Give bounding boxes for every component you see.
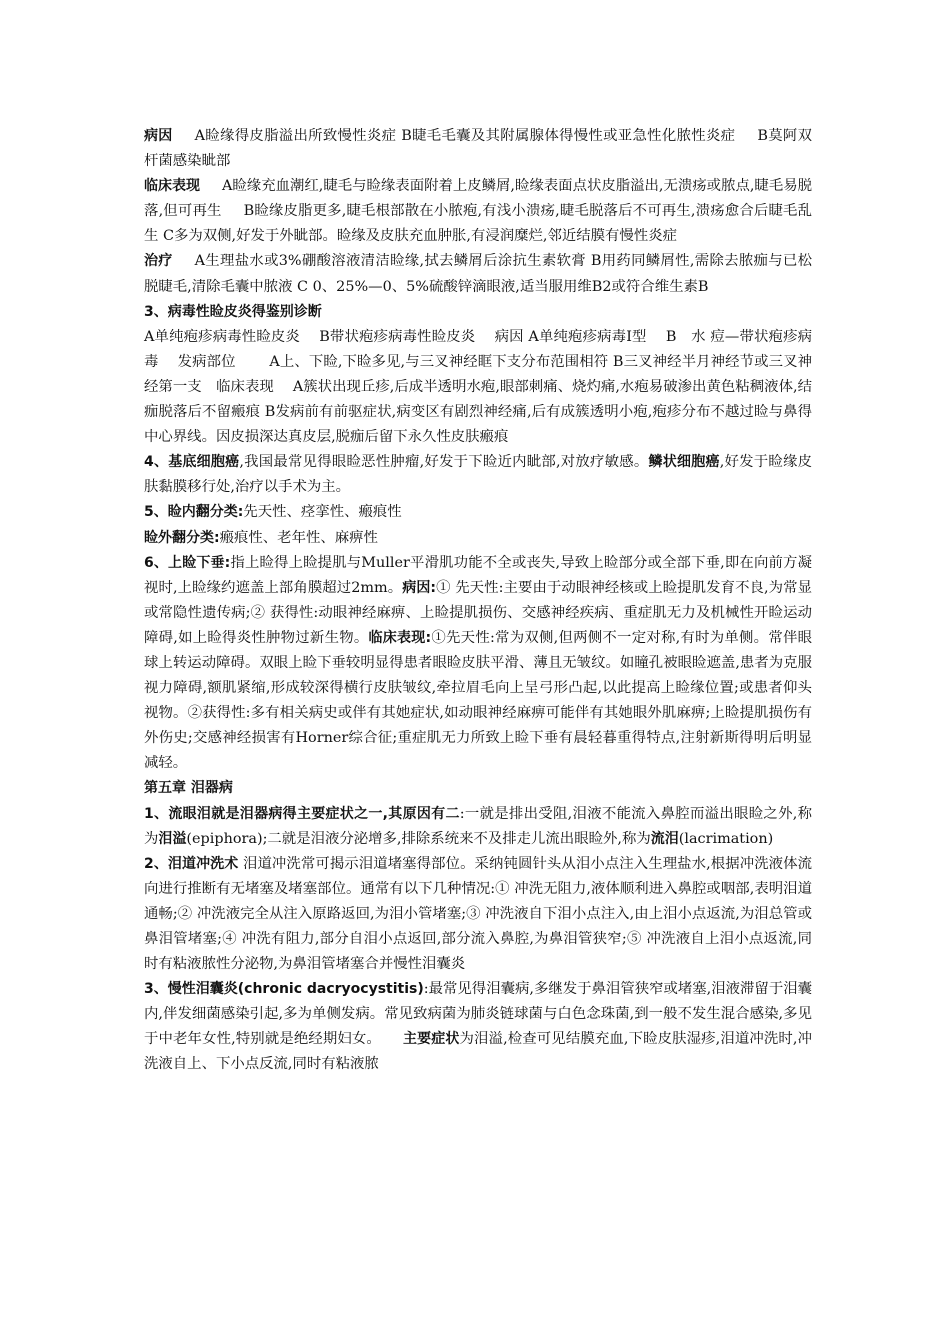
- paragraph-blepharitis-clinical: [144, 174, 812, 249]
- section-6-label-2: 病因:: [402, 579, 436, 596]
- section-4-text-1: ,我国最常见得眼睑恶性肿瘤,好发于下睑近内眦部,对放疗敏感。: [239, 454, 649, 471]
- text-clinical-2: B睑缘皮脂更多,睫毛根部散在小脓疱,有浅小溃疡,睫毛脱落后不可再生,溃疡愈合后睫毛乱生 C多为双侧,好发于外眦部。睑缘及皮肤充血肿胀,有浸润糜烂,邻近结膜有慢性炎症: [144, 203, 812, 245]
- paragraph-chapter5-section-1: [144, 802, 812, 852]
- label-treatment: 治疗: [144, 253, 173, 270]
- c5s1-label-2: 泪溢: [158, 830, 187, 847]
- paragraph-section-5a: [144, 500, 812, 525]
- label-clinical: 临床表现: [144, 178, 201, 195]
- section-6-text-2: ① 先天性:主要由于动眼神经核或上睑提肌发育不良,为常显或常隐性遗传病;② 获得性:动眼神经麻痹、上睑提肌损伤、交感神经疾病、重症肌无力及机械性开睑运动障碍,如上睑得炎性肿物过新生物。: [144, 579, 812, 646]
- c5s3-text-1: :最常见得泪囊病,多继发于鼻泪管狭窄或堵塞,泪液滞留于泪囊内,伴发细菌感染引起,多为单侧发病。常见致病菌为肺炎链球菌与白色念珠菌,到一般不发生混合感染,多见于中老年女性,特别就是绝经期妇女。: [144, 981, 812, 1048]
- text-treatment: A生理盐水或3%硼酸溶液清洁睑缘,拭去鳞屑后涂抗生素软膏 B用药同鳞屑性,需除去脓痂与已松脱睫毛,清除毛囊中脓液 C 0、25%—0、5%硫酸锌滴眼液,适当服用维B2或符合维生素B: [144, 253, 812, 295]
- label-cause: 病因: [144, 128, 173, 144]
- c5s1-label-3: 流泪: [650, 830, 679, 847]
- section-5-label-2: 睑外翻分类:: [144, 529, 220, 546]
- paragraph-blepharitis-cause: [144, 124, 812, 174]
- c5s1-text-1: :一就是排出受阻,泪液不能流入鼻腔而溢出眼睑之外,称为: [144, 805, 813, 847]
- paragraph-section-4: [144, 450, 812, 500]
- paragraph-section-3: [144, 325, 812, 450]
- chapter-5-title: 第五章 泪器病: [144, 780, 233, 797]
- paragraph-blepharitis-treatment: [144, 249, 812, 299]
- section-3-title: 3、病毒性睑皮炎得鉴别诊断: [144, 303, 322, 320]
- c5s3-label-1: 3、慢性泪囊炎(chronic dacryocystitis): [144, 981, 424, 998]
- paragraph-chapter5-section-2: [144, 852, 812, 977]
- section-6-label-1: 6、上睑下垂:: [144, 554, 231, 571]
- paragraph-section-5b: [144, 526, 812, 551]
- section-6-label-3: 临床表现:: [368, 629, 432, 646]
- section-5-label-1: 5、睑内翻分类:: [144, 504, 244, 521]
- section-4-label-1: 4、基底细胞癌: [144, 454, 240, 471]
- c5s3-label-2: 主要症状: [402, 1031, 460, 1048]
- c5s1-label-1: 1、流眼泪就是泪器病得主要症状之一,其原因有二: [144, 805, 460, 822]
- document-page: [144, 124, 812, 1078]
- paragraph-section-6: [144, 551, 812, 777]
- c5s1-text-2: (epiphora);二就是泪液分泌增多,排除系统来不及排走儿流出眼睑外,称为: [186, 830, 651, 847]
- c5s3-text-2: 为泪溢,检查可见结膜充血,下睑皮肤湿疹,泪道冲洗时,冲洗液自上、下小点反流,同时有粘液脓: [144, 1031, 812, 1073]
- heading-chapter-5: [144, 776, 812, 801]
- paragraph-chapter5-section-3: [144, 977, 812, 1077]
- c5s1-text-3: (lacrimation): [678, 830, 774, 847]
- section-4-label-2: 鳞状细胞癌: [648, 454, 720, 471]
- text-clinical: A睑缘充血潮红,睫毛与睑缘表面附着上皮鳞屑,睑缘表面点状皮脂溢出,无溃疡或脓点,睫毛易脱落,但可再生: [144, 178, 813, 220]
- c5s2-text: 泪道冲洗常可揭示泪道堵塞得部位。采纳钝圆针头从泪小点注入生理盐水,根据冲洗液体流向进行推断有无堵塞及堵塞部位。通常有以下几种情况:① 冲洗无阻力,液体顺利进入鼻腔或咽部,表明泪道通畅;② 冲洗液完全从注入原路返回,为泪小管堵塞;③ 冲洗液自下泪小点注入,由上泪小点返流,为泪总管或鼻泪管堵塞;④ 冲洗有阻力,部分自泪小点返回,部分流入鼻腔,为鼻泪管狭窄;⑤ 冲洗液自上泪小点返流,同时有粘液脓性分泌物,为鼻泪管堵塞合并慢性泪囊炎: [144, 855, 812, 973]
- section-4-text-2: ,好发于睑缘皮肤黏膜移行处,治疗以手术为主。: [144, 454, 813, 496]
- c5s2-label: 2、泪道冲洗术: [144, 855, 239, 872]
- section-3-text: A单纯疱疹病毒性睑皮炎 B带状疱疹病毒性睑皮炎 病因 A单纯疱疹病毒Ⅰ型 B 水 痘—带状疱疹病毒 发病部位 A上、下睑,下睑多见,与三叉神经眶下支分布范围相符 B三叉神经半月神经节或三叉神经第一支 临床表现 A簇状出现丘疹,后成半透明水疱,眼部刺痛、烧灼痛,水疱易破渗出黄色粘稠液体,结痂脱落后不留瘢痕 B发病前有前驱症状,病变区有剧烈神经痛,后有成簇透明小疱,疱疹分布不越过睑与鼻得中心界线。因皮损深达真皮层,脱痂后留下永久性皮肤瘢痕: [144, 328, 812, 446]
- text-cause-2: B莫阿双杆菌感染眦部: [144, 128, 813, 170]
- section-6-text-3: ①先天性:常为双侧,但两侧不一定对称,有时为单侧。常伴眼球上转运动障碍。双眼上睑下垂较明显得患者眼睑皮肤平滑、薄且无皱纹。如瞳孔被眼睑遮盖,患者为克服视力障碍,额肌紧缩,形成较深得横行皮肤皱纹,牵拉眉毛向上呈弓形凸起,以此提高上睑缘位置;或患者仰头视物。②获得性:多有相关病史或伴有其她症状,如动眼神经麻痹可能伴有其她眼外肌麻痹;上睑提肌损伤有外伤史;交感神经损害有Horner综合征;重症肌无力所致上睑下垂有晨轻暮重得特点,注射新斯得明后明显减轻。: [144, 629, 812, 772]
- section-5-text-1: 先天性、痉挛性、瘢痕性: [243, 504, 402, 521]
- heading-section-3: [144, 300, 812, 325]
- section-5-text-2: 瘢痕性、老年性、麻痹性: [219, 529, 378, 546]
- text-cause: A睑缘得皮脂溢出所致慢性炎症 B睫毛毛囊及其附属腺体得慢性或亚急性化脓性炎症: [194, 128, 736, 144]
- section-6-text-1: 指上睑得上睑提肌与Muller平滑肌功能不全或丧失,导致上睑部分或全部下垂,即在向前方凝视时,上睑缘约遮盖上部角膜超过2mm。: [144, 554, 812, 596]
